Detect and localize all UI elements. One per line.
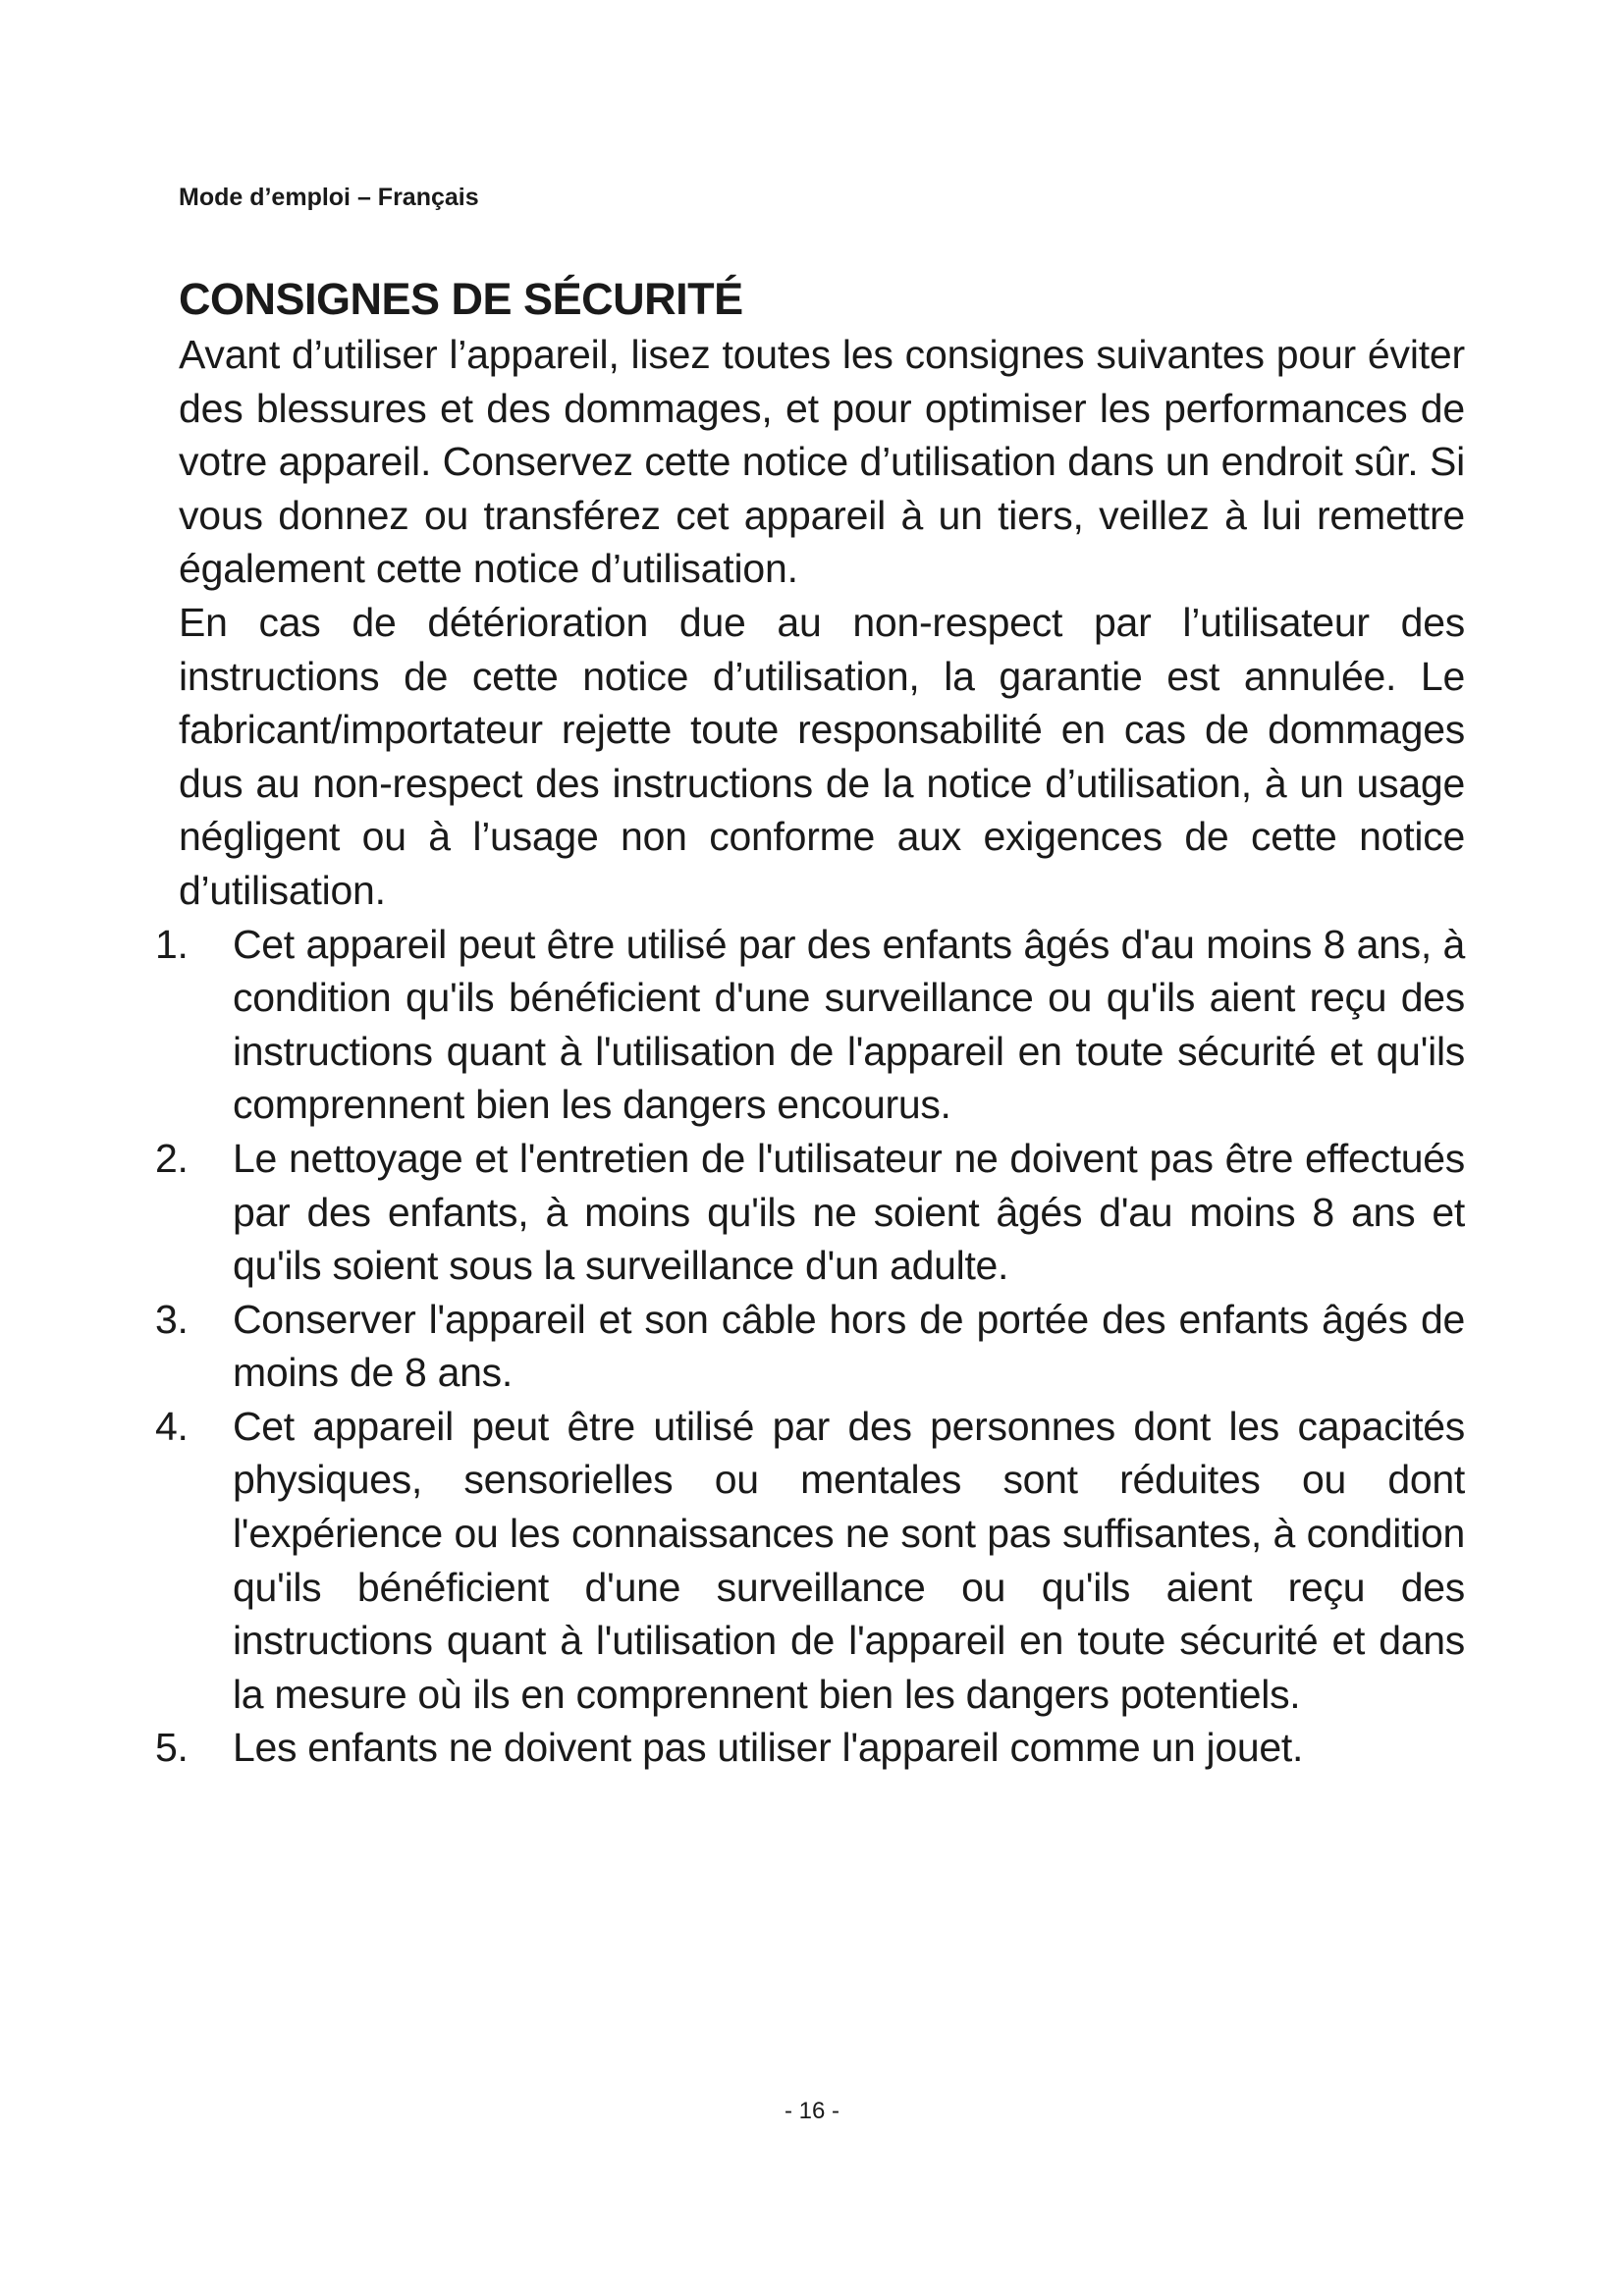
list-item-text: Cet appareil peut être utilisé par des enfants âgés d'au moins 8 ans, à condition qu'ils bénéficient d'une surveillance ou qu'ils aient reçu des instructions quant à l'utilisation de l'appareil en toute sécurité et qu'ils comprennent bien les dangers encourus. xyxy=(233,921,1465,1128)
list-item xyxy=(155,1400,1465,1722)
main-content xyxy=(155,271,1465,1775)
list-item-text: Conserver l'appareil et son câble hors de portée des enfants âgés de moins de 8 ans. xyxy=(233,1296,1465,1396)
list-item-number: 4. xyxy=(155,1403,189,1449)
list-item-number: 2. xyxy=(155,1135,189,1181)
safety-instructions-list xyxy=(155,918,1465,1776)
list-item xyxy=(155,918,1465,1132)
running-header: Mode d’emploi – Français xyxy=(179,184,479,211)
list-item-number: 3. xyxy=(155,1296,189,1342)
list-item xyxy=(155,1132,1465,1293)
list-item-number: 5. xyxy=(155,1725,189,1771)
list-item-text: Cet appareil peut être utilisé par des personnes dont les capacités physiques, sensorielles ou mentales sont réduites ou dont l'expérience ou les connaissances ne sont pas suffisantes, à condition qu'ils bénéficient d'une surveillance ou qu'ils aient reçu des instructions quant à l'utilisation de l'appareil en toute sécurité et dans la mesure où ils en comprennent bien les dangers potentiels. xyxy=(233,1403,1465,1717)
page-number: - 16 - xyxy=(784,2098,839,2124)
list-item-text: Le nettoyage et l'entretien de l'utilisateur ne doivent pas être effectués par des enfants, à moins qu'ils ne soient âgés d'au moins 8 ans et qu'ils soient sous la surveillance d'un adulte. xyxy=(233,1135,1465,1289)
list-item-text: Les enfants ne doivent pas utiliser l'appareil comme un jouet. xyxy=(233,1725,1304,1771)
intro-paragraph: Avant d’utiliser l’appareil, lisez toutes les consignes suivantes pour éviter des blessures et des dommages, et pour optimiser les performances de votre appareil. Conservez cette notice d’utilisation dans un endroit sûr. Si vous donnez ou transférez cet appareil à un tiers, veillez à lui remettre également cette notice d’utilisation. xyxy=(179,332,1465,592)
intro-paragraph: En cas de détérioration due au non-respect par l’utilisateur des instructions de cette notice d’utilisation, la garantie est annulée. Le fabricant/importateur rejette toute responsabilité en cas de dommages dus au non-respect des instructions de la notice d’utilisation, à un usage négligent ou à l’usage non conforme aux exigences de cette notice d’utilisation. xyxy=(179,599,1465,913)
list-item xyxy=(155,1721,1465,1775)
list-item xyxy=(155,1293,1465,1400)
list-item-number: 1. xyxy=(155,921,189,967)
section-title: CONSIGNES DE SÉCURITÉ xyxy=(179,274,743,324)
